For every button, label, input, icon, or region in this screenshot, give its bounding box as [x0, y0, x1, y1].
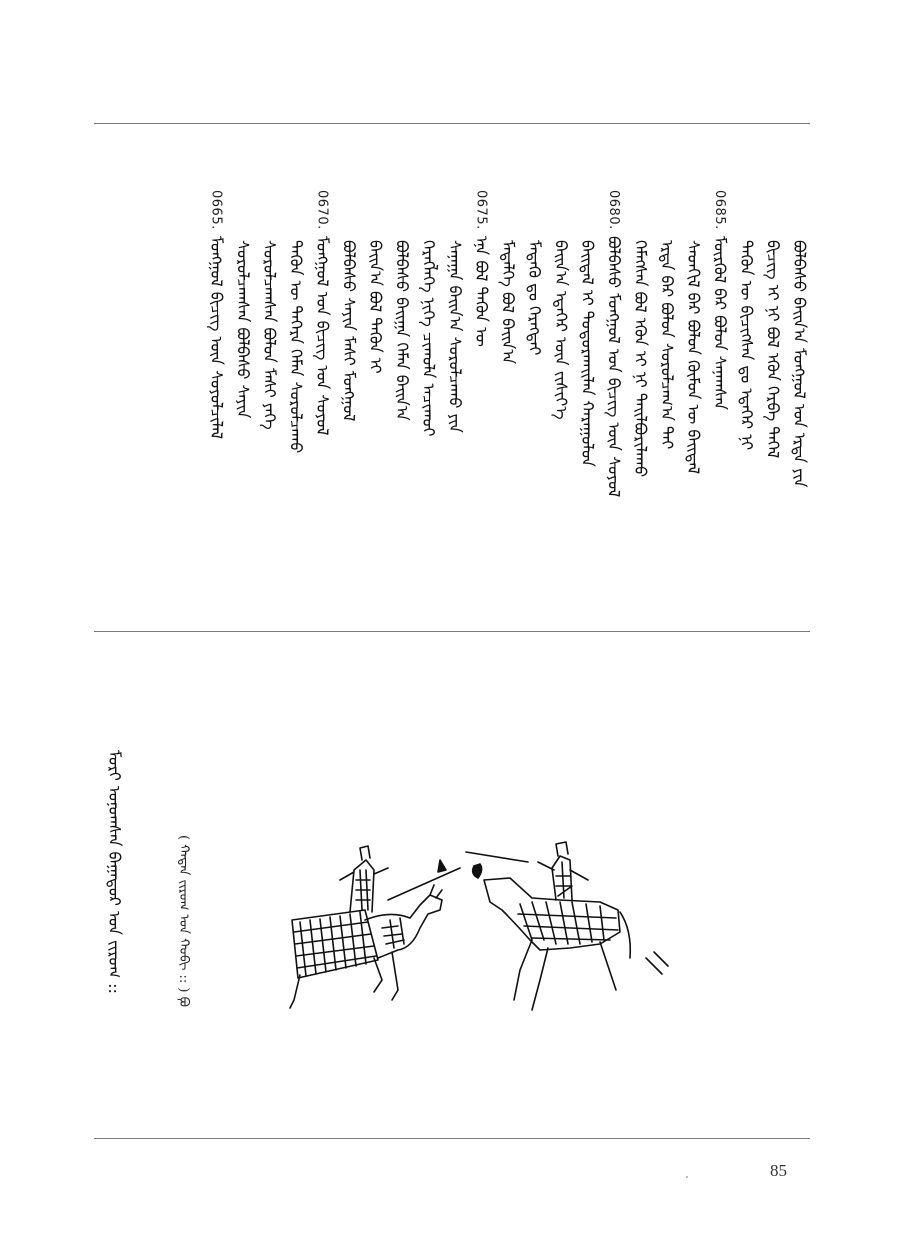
text-column — [258, 190, 280, 620]
text-column — [656, 190, 678, 620]
column-text: ᠪᠢᠴᠢᠭ᠌ ᠢ ᠨᠢ ᠪᠣᠯ ᠡᠭᠦᠨ ᠬᠡᠷᠪᠡ ᠲᠡᠭᠡᠯ — [763, 240, 783, 459]
column-text: ᠮᠣᠩᠭᠣᠯ ᠪᠢᠴᠢᠭ᠌ ᠦᠨ ᠰᠣᠶᠤᠯᠴᠢᠯᠠᠯ — [207, 236, 226, 440]
text-column — [576, 190, 598, 620]
text-column — [364, 190, 386, 620]
column-text: ᠪᠣᠯᠪᠠᠰᠤ ᠪᠠᠢᠨ᠎ᠠ ᠮᠣᠩᠭᠣᠯ ᠤᠨ ᠡᠷᠲᠡ ᠶᠢᠨ — [790, 240, 809, 488]
text-column — [417, 190, 439, 620]
line-number: 0675. — [473, 190, 489, 230]
column-text: ᠬᠡᠷᠡᠭᠯᠡᠭᠡ ᠨᠢᠭᠡ ᠴᠢᠬᠤᠯᠠ ᠠᠴᠢᠬᠤᠢ — [419, 240, 438, 437]
text-column — [497, 190, 519, 620]
text-column — [470, 190, 492, 620]
text-column — [523, 190, 545, 620]
text-column — [550, 190, 572, 620]
line-number: 0685. — [712, 190, 727, 230]
text-column — [391, 190, 413, 620]
text-column — [232, 190, 254, 620]
mongolian-text-block — [96, 190, 811, 630]
column-text: ᠮᠡᠳᠡᠯᠭᠡ ᠪᠣᠯ ᠪᠠᠢᠨ᠎ᠠ — [498, 240, 518, 365]
text-column — [205, 190, 227, 620]
line-number: 0665. — [208, 190, 224, 230]
text-column — [762, 190, 784, 620]
column-text: ᠰᠤᠷᠤᠯᠴᠠᠭᠰᠠᠨ ᠪᠣᠯᠤᠨ ᠮᠠᠰᠢ ᠶᠡᠬᠡ — [260, 240, 279, 430]
column-text: ᠲᠡᠭᠦᠨ ᠦ ᠳᠡᠭᠡᠷᠡ ᠬᠡᠮᠡᠨ ᠰᠤᠷᠤᠯᠴᠠᠬᠤ — [286, 240, 306, 454]
line-number: 0670. — [314, 190, 330, 230]
text-column — [444, 190, 466, 620]
text-column — [285, 190, 307, 620]
column-text: ᠪᠠᠢᠨ᠎ᠠ ᠪᠣᠯ ᠲᠡᠭᠦᠨ ᠢ — [366, 240, 385, 374]
text-column — [338, 190, 360, 620]
bottom-rule — [94, 1138, 810, 1139]
column-text: ᠮᠣᠩᠭᠣᠯ ᠤᠨ ᠪᠢᠴᠢᠭ᠌ ᠤᠨ ᠰᠣᠶᠤᠯ — [313, 236, 332, 436]
figure-subcaption: ( ᠬᠠᠳᠠᠨ ᠵᠢᠷᠤᠭ ᠤᠨ ᠬᠤᠪᠢ :: ) ᠹᠣ — [176, 835, 191, 1007]
column-text: ᠪᠠᠢᠨ᠎ᠠ ᠡᠳᠡᠭᠡᠷ ᠦᠨ ᠵᠢᠱᠢᠶ᠎ᠡ — [551, 240, 571, 420]
scan-dot — [686, 1176, 688, 1178]
line-number: 0680. — [606, 190, 621, 230]
column-text: ᠪᠣᠯᠪᠠᠰᠤ ᠮᠣᠩᠭᠣᠯ ᠤᠨ ᠪᠢᠴᠢᠭ᠌ ᠦᠨ ᠰᠣᠶᠤᠯ — [604, 236, 624, 498]
column-text: ᠲᠡᠭᠦᠨ ᠦ ᠪᠢᠴᠢᠭᠰᠡᠨ ᠳᠤ ᠡᠳᠡᠭᠡᠷ ᠨᠢ — [737, 240, 756, 451]
column-text: ᠮᠡᠳᠡᠬᠦ ᠳᠤ ᠬᠡᠷᠡᠭᠲᠡᠢ — [525, 240, 544, 356]
column-text: ᠮᠥᠷᠭᠦᠯ ᠪᠠᠷ ᠪᠣᠯᠤᠨ ᠰᠠᠨᠠᠭᠰᠠᠨ — [710, 236, 730, 410]
figure-caption: ᠮᠣᠷᠢ ᠤᠨᠤᠭᠰᠠᠨ ᠪᠠᠭᠠᠲᠤᠷ ᠤᠨ ᠵᠢᠷᠤᠭ :: — [105, 750, 124, 994]
column-text: ᠰᠠᠨᠠᠭᠠ ᠪᠠᠢᠨ᠎ᠠ ᠰᠤᠷᠤᠯᠴᠠᠬᠤ ᠶᠢᠨ — [445, 240, 465, 433]
text-column — [603, 190, 625, 620]
column-text: ᠪᠣᠯᠪᠠᠰᠤ ᠪᠠᠢᠭᠠ ᠬᠡᠮᠡᠨ ᠪᠠᠢᠨ᠎ᠠ — [392, 240, 412, 421]
column-text: ᠪᠣᠯᠪᠠᠰᠤ ᠰᠠᠶᠢᠨ ᠮᠠᠰᠢ ᠮᠣᠩᠭᠣᠯ — [339, 240, 359, 422]
column-text: ᠪᠠᠢᠳᠠᠯ ᠢ ᠲᠣᠳᠤᠷᠬᠠᠢᠯᠠᠨ ᠬᠠᠷᠠᠭᠤᠯᠤᠨ — [578, 240, 597, 467]
top-rule — [94, 123, 810, 124]
rock-art-figure — [270, 840, 680, 1015]
text-column — [682, 190, 704, 620]
right-horse-rider — [484, 842, 668, 1010]
text-column — [311, 190, 333, 620]
column-text: ᠰᠤᠷᠤᠯᠴᠠᠭᠰᠠᠨ ᠪᠣᠯᠪᠠᠰᠤ ᠰᠠᠶᠢᠨ — [233, 240, 253, 419]
middle-rule — [94, 631, 810, 632]
column-text: ᠡᠨᠡ ᠪᠣᠯ ᠲᠡᠭᠦᠨ ᠦ — [472, 236, 491, 347]
column-text: ᠰᠡᠳᠬᠢᠯ ᠪᠠᠷ ᠪᠣᠯᠤᠨ ᠬᠦᠮᠦᠨ ᠦ ᠪᠠᠢᠳᠠᠯ — [684, 240, 703, 475]
text-column — [788, 190, 810, 620]
text-column — [735, 190, 757, 620]
column-text: ᠡᠷᠲᠡ ᠪᠠᠷ ᠪᠣᠯᠤᠨ ᠰᠤᠷᠤᠯᠴᠠᠭ᠎ᠠ ᠲᠠᠢ — [657, 240, 677, 450]
text-column — [629, 190, 651, 620]
column-text: ᠬᠡᠮᠡᠭᠰᠡᠨ ᠪᠣᠯ ᠡᠭᠦᠨ ᠢ ᠨᠢ ᠲᠠᠢᠯᠪᠤᠷᠢᠯᠠᠬᠤ — [631, 240, 650, 478]
left-horse-rider — [290, 846, 460, 1008]
text-column — [709, 190, 731, 620]
page-number: 85 — [770, 1161, 787, 1180]
